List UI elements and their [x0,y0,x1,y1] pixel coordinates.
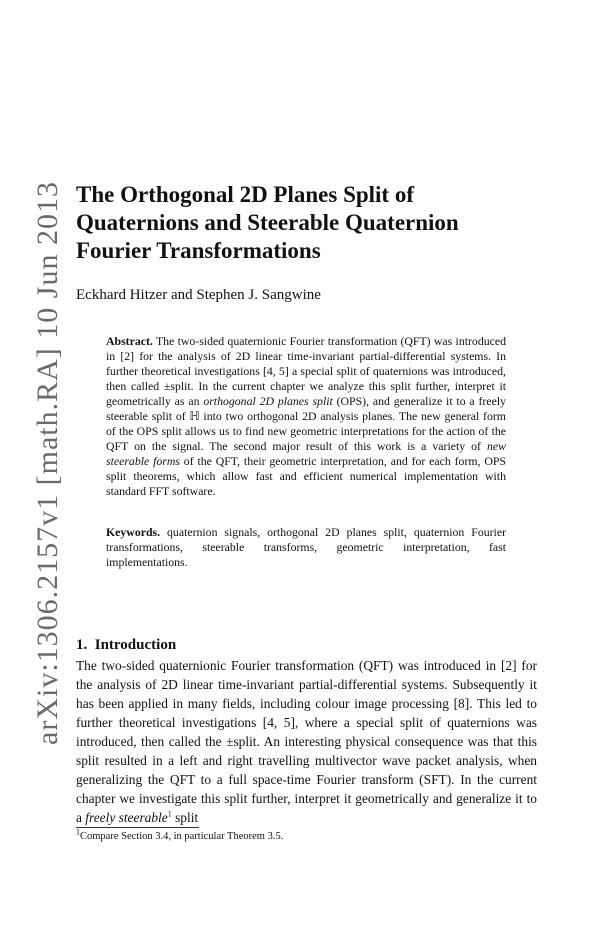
footnote-reference: 1 [167,809,172,819]
paper-title [76,181,546,265]
abstract-text-3: of the QFT, their geometric interpretation, and for each form, OPS split theorems, which allow fast and efficient numerical implementation with standard FFT software. [106,454,506,498]
arxiv-identifier: arXiv:1306.2157v1 [math.RA] 10 Jun 2013 [31,180,64,745]
title-line-2: Quaternions and Steerable Quaternion [76,210,459,235]
arxiv-identifier-sidebar [24,0,72,925]
footnote-text: Compare Section 3.4, in particular Theorem 3.5. [80,831,284,842]
intro-emphasis: freely steerable [85,810,168,825]
intro-text-2: split [171,810,199,825]
abstract-label: Abstract. [106,334,153,348]
intro-text-1: The two-sided quaternionic Fourier transformation (QFT) was introduced in [2] for the analysis of 2D linear time-invariant partial-differential systems. Subsequently it has been applied in many fields, including colour image processing [8]. This led to further theoretical investigations [4, 5], where a special split of quaternions was introduced, then called the ±split. An interesting physical consequence was that this split resulted in a left and right travelling multivector wave packet analysis, when generalizing the QFT to a full space-time Fourier transform (SFT). In the current chapter we investigate this split further, interpret it geometrically and generalize it to a [76,658,537,825]
footnote [76,827,284,842]
abstract-emphasis-1: orthogonal 2D planes split [203,394,333,408]
introduction-paragraph [76,656,537,827]
abstract-text-1: The two-sided quaternionic Fourier transformation (QFT) was introduced in [2] for the analysis of 2D linear time-invariant partial-differential systems. In further theoretical investigations [4, 5] a special split of quaternions was introduced, then called ±split. In the current chapter we analyze this split further, interpret it geometrically as an [106,334,506,408]
footnote-mark: 1 [76,827,80,837]
title-line-3: Fourier Transformations [76,238,321,263]
keywords [106,525,506,570]
section-title: Introduction [94,637,177,653]
title-line-1: The Orthogonal 2D Planes Split of [76,182,415,207]
section-number: 1. [76,637,88,653]
footnote-divider [76,827,199,828]
abstract-text-2: (OPS), and generalize it to a freely steerable split of ℍ into two orthogonal 2D analysis planes. The new general form of the OPS split allows us to find new geometric interpretations for the action of the QFT on the signal. The second major result of this work is a variety of [106,394,506,453]
keywords-label: Keywords. [106,525,161,539]
abstract [106,334,506,499]
abstract-emphasis-2: new steerable forms [106,439,506,468]
author-list: Eckhard Hitzer and Stephen J. Sangwine [76,287,321,303]
keywords-text: quaternion signals, orthogonal 2D planes split, quaternion Fourier transformations, steerable transforms, geometric interpretation, fast implementations. [106,525,506,569]
section-heading-introduction [76,637,176,654]
